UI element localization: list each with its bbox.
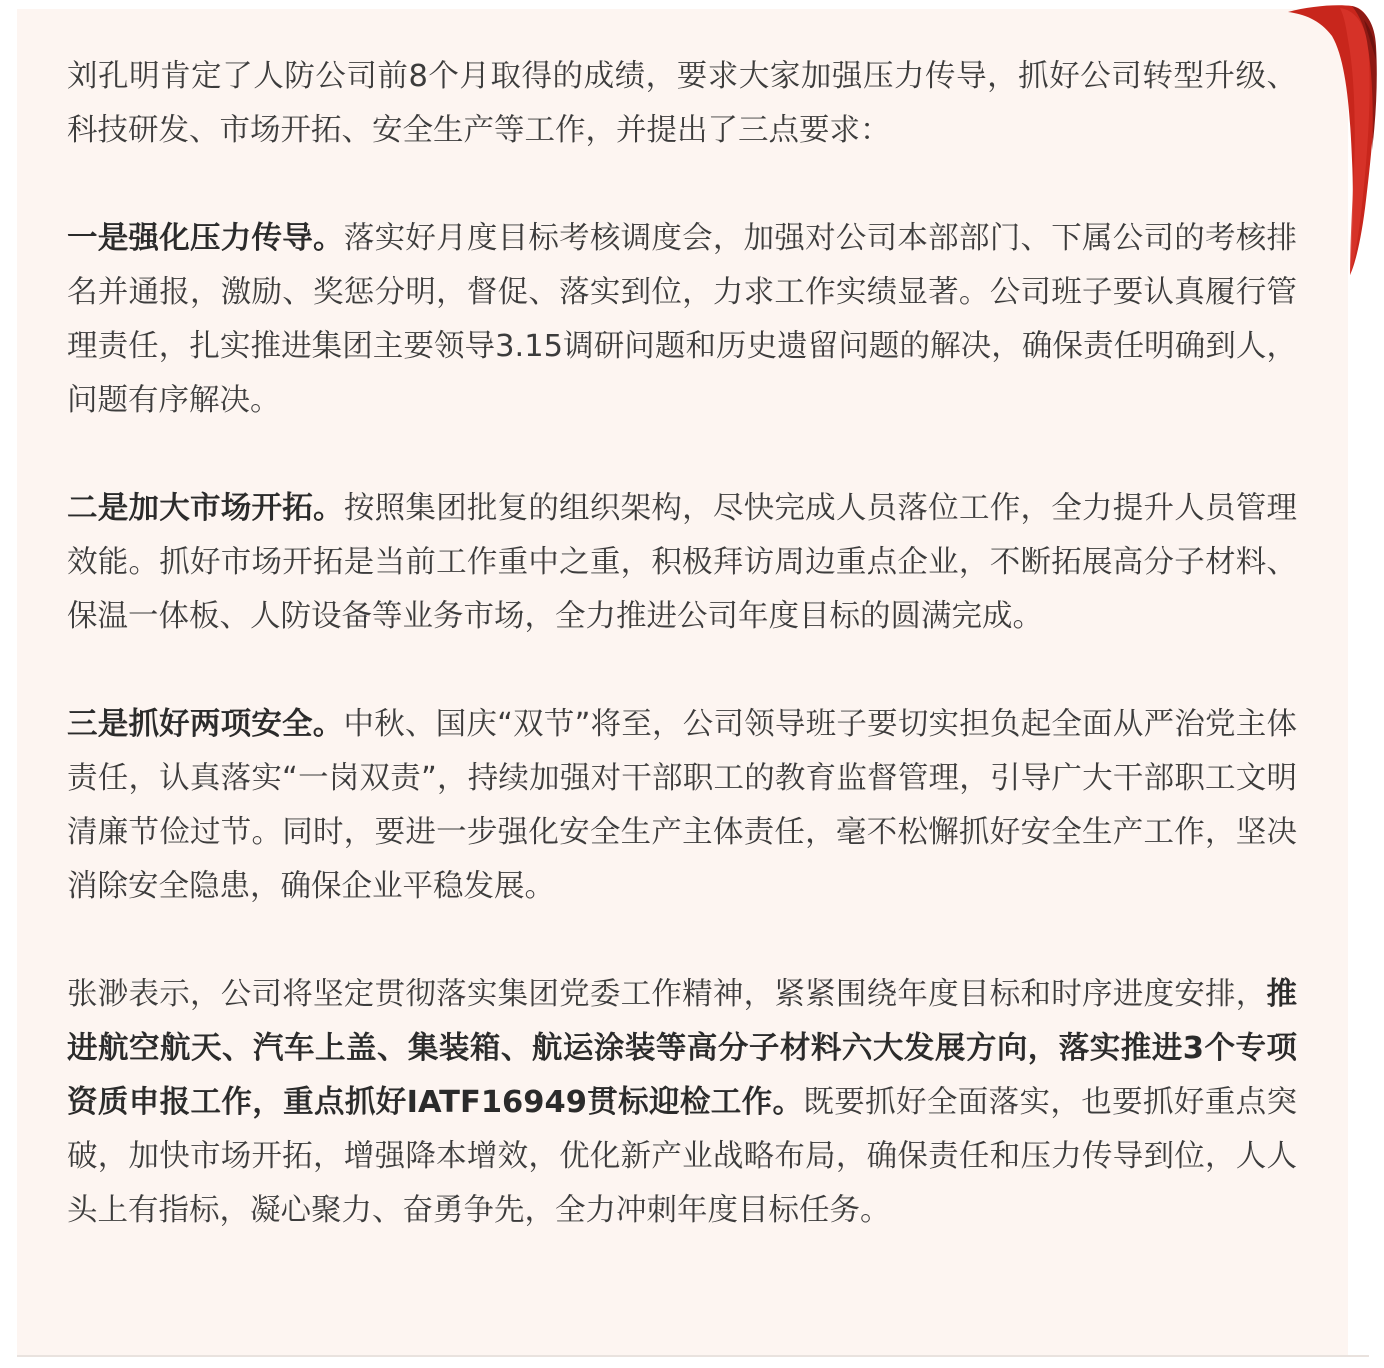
bottom-divider <box>17 1355 1369 1357</box>
closing-emphasis: 推进航空航天、汽车上盖、集装箱、航运涂装等高分子材料六大发展方向，落实推进3个专项资质申报工作，重点抓好IATF16949贯标迎检工作。 <box>67 977 1297 1120</box>
closing-tail: 既要抓好全面落实，也要抓好重点突破，加快市场开拓，增强降本增效，优化新产业战略布局，确保责任和压力传导到位，人人头上有指标，凝心聚力、奋勇争先，全力冲刺年度目标任务。 <box>67 1085 1297 1228</box>
point-heading-3: 三是抓好两项安全。 <box>67 707 344 742</box>
article-body <box>67 50 1297 1238</box>
point-heading-1: 一是强化压力传导。 <box>67 221 344 256</box>
point-heading-2: 二是加大市场开拓。 <box>67 491 344 526</box>
point-body-2: 按照集团批复的组织架构，尽快完成人员落位工作，全力提升人员管理效能。抓好市场开拓是当前工作重中之重，积极拜访周边重点企业，不断拓展高分子材料、保温一体板、人防设备等业务市场，全力推进公司年度目标的圆满完成。 <box>67 491 1298 634</box>
intro-paragraph: 刘孔明肯定了人防公司前8个月取得的成绩，要求大家加强压力传导，抓好公司转型升级、科技研发、市场开拓、安全生产等工作，并提出了三点要求： <box>67 59 1297 148</box>
point-body-3: 中秋、国庆“双节”将至，公司领导班子要切实担负起全面从严治党主体责任，认真落实“一岗双责”，持续加强对干部职工的教育监督管理，引导广大干部职工文明清廉节俭过节。同时，要进一步强化安全生产主体责任，毫不松懈抓好安全生产工作，坚决消除安全隐患，确保企业平稳发展。 <box>67 707 1297 904</box>
point-paragraph-2 <box>67 482 1297 644</box>
point-paragraph-1 <box>67 212 1297 428</box>
closing-paragraph <box>67 968 1297 1238</box>
point-paragraph-3 <box>67 698 1297 914</box>
closing-lead: 张渺表示，公司将坚定贯彻落实集团党委工作精神，紧紧围绕年度目标和时序进度安排， <box>67 977 1267 1012</box>
point-body-1: 落实好月度目标考核调度会，加强对公司本部部门、下属公司的考核排名并通报，激励、奖惩分明，督促、落实到位，力求工作实绩显著。公司班子要认真履行管理责任，扎实推进集团主要领导3.15调研问题和历史遗留问题的解决，确保责任明确到人，问题有序解决。 <box>67 221 1298 418</box>
